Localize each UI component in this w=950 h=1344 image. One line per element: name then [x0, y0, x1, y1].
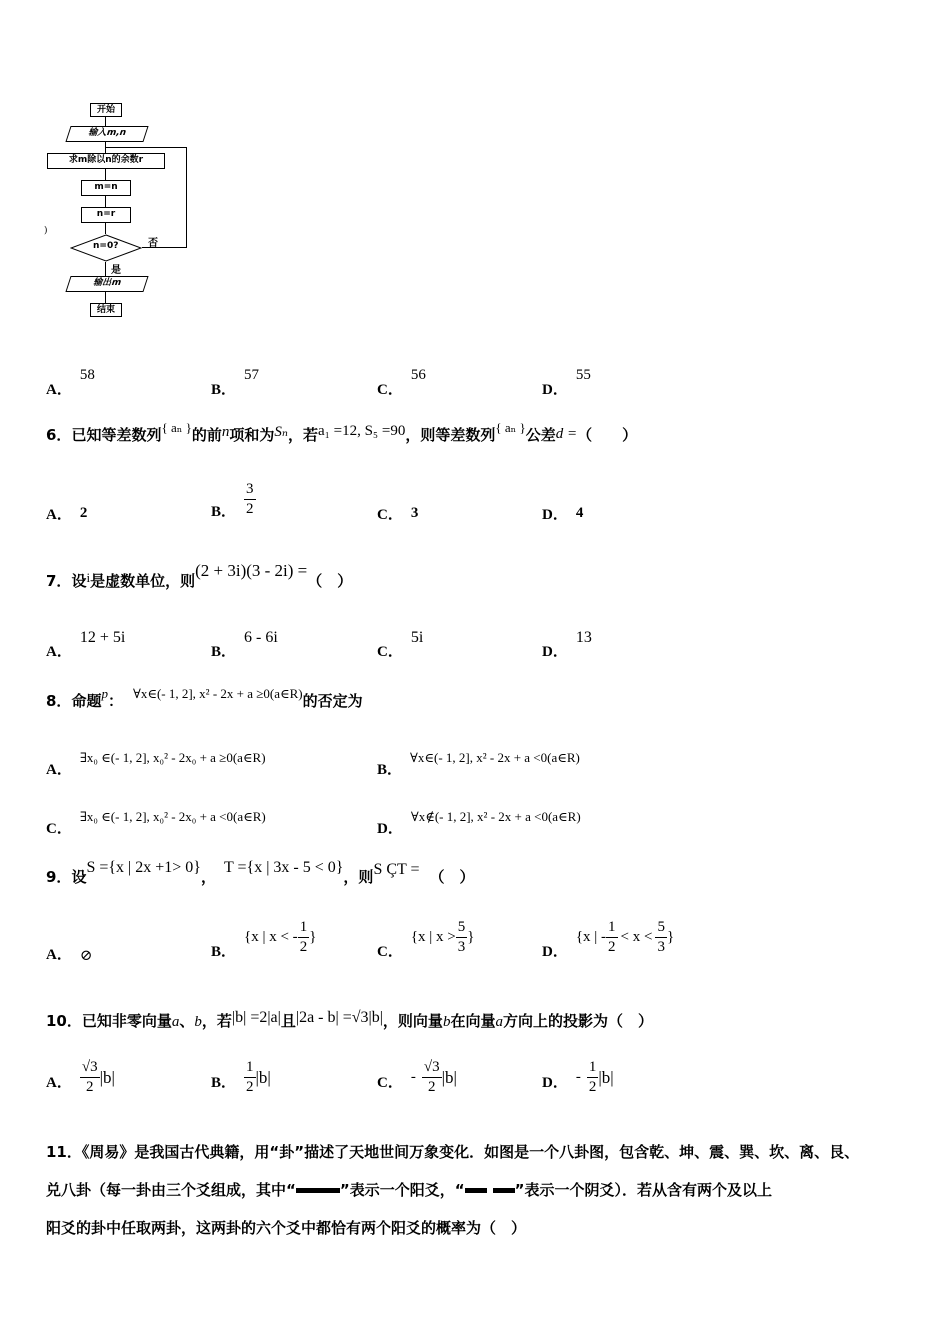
option-value: 5i [410, 628, 424, 646]
q10-vector-a: a [171, 1014, 180, 1030]
q6-text: 公差 [525, 426, 556, 444]
norm-b: |b| [441, 1067, 457, 1087]
q7-text: 设 [71, 572, 87, 590]
fraction: $\frac{1}{2}$ [608, 919, 616, 955]
q5-option-a[interactable] [46, 362, 95, 399]
q8-text: ： [107, 692, 123, 710]
option-value [576, 1060, 614, 1095]
q6-condition: a₁ =12, S₅ =90 [317, 423, 406, 439]
q8-option-b[interactable] [377, 740, 580, 779]
q7-number: 7． [46, 572, 72, 590]
question-11 [46, 1133, 916, 1247]
q9-text: （ ） [429, 868, 475, 886]
q6-text: ，则等差数列 [405, 426, 496, 444]
flowchart-assign-m: m=n [81, 180, 131, 196]
q5-option-d[interactable] [542, 362, 591, 399]
q6-sequence: { aₙ } [161, 420, 192, 435]
option-value [244, 920, 316, 955]
flowchart-no: 否 [148, 238, 158, 249]
q6-option-a[interactable] [46, 503, 95, 524]
margin-mark: ) [44, 226, 48, 236]
option-value: ∀x∉(- 1, 2], x² - 2x + a <0(a∈R) [410, 808, 581, 824]
flowchart-remainder: 求m除以n的余数r [47, 153, 165, 169]
option-letter: D． [542, 644, 568, 660]
set-prefix: {x | - [575, 929, 607, 945]
option-value: 57 [244, 367, 260, 383]
option-letter: A． [46, 644, 72, 660]
q6-option-d[interactable] [542, 503, 591, 524]
q8-option-a[interactable] [46, 740, 266, 779]
q9-text: ， [200, 868, 216, 886]
q5-option-c[interactable] [377, 362, 426, 399]
option-letter: A． [46, 382, 72, 398]
option-value [411, 920, 475, 955]
option-letter: A． [46, 1075, 72, 1091]
q9-number: 9． [46, 868, 72, 886]
option-letter: C． [46, 821, 72, 837]
option-value: 4 [575, 505, 584, 521]
flowchart-input: 输入m,n [65, 126, 148, 142]
q8-option-c[interactable] [46, 799, 266, 838]
set-middle: < x < [620, 929, 653, 945]
q8-number: 8． [46, 692, 72, 710]
q6-text: 已知等差数列 [71, 426, 162, 444]
option-value: ∀x∈(- 1, 2], x² - 2x + a <0(a∈R) [410, 749, 580, 765]
option-letter: B． [211, 944, 237, 960]
q6-option-c[interactable] [377, 503, 426, 524]
fraction: $\frac{1}{2}$ [299, 919, 308, 955]
q10-text: 在向量 [450, 1012, 496, 1030]
q6-text: 项和为 [229, 426, 275, 444]
q9-option-b[interactable] [211, 914, 316, 961]
sign: - [410, 1069, 416, 1085]
option-value: 3 [410, 505, 419, 521]
q6-text: ，若 [287, 426, 318, 444]
option-letter: D． [542, 507, 568, 523]
fraction: $\frac{3}{2}$ [246, 481, 254, 517]
option-value [244, 1060, 271, 1095]
q10-vector-a: a [495, 1014, 503, 1030]
q7-option-a[interactable] [46, 622, 125, 661]
q10-text: 、 [179, 1012, 195, 1030]
norm-b: |b| [99, 1067, 115, 1087]
option-letter: A． [46, 947, 72, 963]
flowchart-decision: n=0? [93, 241, 119, 251]
option-letter: B． [211, 504, 237, 520]
set-suffix: } [666, 929, 675, 945]
empty-set-icon: ⊘ [79, 948, 93, 964]
q6-text: 的前 [191, 426, 222, 444]
q10-number: 10． [46, 1012, 82, 1030]
q10-text: ，若 [201, 1012, 232, 1030]
option-letter: D． [542, 382, 568, 398]
q9-option-d[interactable] [542, 914, 674, 961]
norm-b: |b| [255, 1067, 271, 1087]
option-value: ∃x₀ ∈(- 1, 2], x₀² - 2x₀ + a <0(a∈R) [79, 808, 266, 824]
flowchart-end: 结束 [90, 303, 122, 317]
option-letter: B． [211, 382, 237, 398]
fraction: $\frac{5}{3}$ [457, 919, 466, 955]
option-letter: C． [377, 1075, 403, 1091]
option-letter: B． [211, 1075, 237, 1091]
q9-set-t: T ={x | 3x - 5 < 0} [224, 859, 344, 876]
q10-vector-b: b [442, 1014, 451, 1030]
option-letter: A． [46, 507, 72, 523]
flowchart-start: 开始 [90, 103, 122, 117]
fraction: $\frac{5}{3}$ [657, 919, 665, 955]
option-value [411, 1060, 457, 1095]
q7-i: i [86, 570, 91, 585]
q5-option-b[interactable] [211, 362, 259, 399]
option-letter: B． [211, 644, 237, 660]
option-value [80, 1060, 115, 1095]
option-letter: D． [542, 944, 568, 960]
q7-text: （ ） [307, 572, 353, 590]
yin-line-icon-right [493, 1188, 515, 1193]
option-value [576, 920, 674, 955]
option-letter: D． [377, 821, 403, 837]
q10-text: 且 [280, 1012, 296, 1030]
q10-vector-b: b [194, 1014, 202, 1030]
option-letter: C． [377, 382, 403, 398]
q7-expression: (2 + 3i)(3 - 2i) = [195, 561, 308, 580]
option-value: 55 [575, 367, 591, 383]
q6-sn: Sₙ [274, 424, 288, 440]
q10-text: ，则向量 [382, 1012, 443, 1030]
q7-text: 是虚数单位，则 [90, 572, 196, 590]
q7-option-c[interactable] [377, 622, 423, 661]
option-letter: A． [46, 762, 72, 778]
q9-option-c[interactable] [377, 914, 474, 961]
q10-condition-1: |b| =2|a| [231, 1009, 281, 1026]
option-letter: C． [377, 644, 403, 660]
option-letter: D． [542, 1075, 568, 1091]
fraction: $\frac{1}{2}$ [588, 1059, 597, 1095]
yin-line-icon-left [465, 1188, 487, 1193]
q8-text: 的否定为 [302, 692, 363, 710]
q7-option-b[interactable] [211, 622, 278, 661]
q11-line-2: 兑八卦（每一卦由三个爻组成，其中“ ”表示一个阳爻，“ ”表示一个阴爻）．若从含有两个及以上 [46, 1181, 772, 1199]
question-10 [46, 1010, 653, 1031]
q6-text: （ ） [577, 426, 638, 444]
norm-b: |b| [598, 1067, 614, 1087]
q9-intersection: S ÇT = [373, 861, 420, 878]
q8-option-d[interactable] [377, 799, 581, 838]
question-8 [46, 686, 363, 711]
set-suffix: } [309, 929, 317, 945]
option-value: 2 [79, 505, 88, 521]
option-value: 6 - 6i [244, 628, 278, 646]
fraction: $\frac{1}{2}$ [246, 1059, 254, 1095]
q7-option-d[interactable] [542, 622, 592, 661]
flowchart-assign-n: n=r [81, 207, 131, 223]
q9-text: ，则 [343, 868, 374, 886]
sign: - [575, 1069, 581, 1085]
q6-number: 6． [46, 426, 72, 444]
fraction: $\frac{√3}{2}$ [423, 1059, 440, 1095]
q10-text: 已知非零向量 [81, 1012, 172, 1030]
yang-line-icon [296, 1188, 340, 1193]
flowchart-output: 输出m [65, 276, 148, 292]
q11-line-3: 阳爻的卦中任取两卦，这两卦的六个爻中都恰有两个阳爻的概率为（ ） [46, 1219, 527, 1237]
fraction: $\frac{√3}{2}$ [81, 1059, 98, 1095]
set-prefix: {x | x < - [244, 929, 298, 945]
q9-option-a[interactable] [46, 942, 92, 965]
q10-option-d[interactable] [542, 1060, 614, 1095]
option-value: 13 [575, 628, 592, 646]
q10-option-a[interactable] [46, 1060, 115, 1095]
question-9 [46, 859, 475, 887]
q9-text: 设 [71, 868, 87, 886]
q8-text: 命题 [71, 692, 102, 710]
question-7 [46, 561, 353, 591]
q10-option-b[interactable] [211, 1060, 271, 1095]
q6-sequence: { aₙ } [495, 420, 526, 435]
q9-set-s: S ={x | 2x +1> 0} [86, 859, 201, 876]
q10-option-c[interactable] [377, 1060, 457, 1095]
option-value: 12 + 5i [79, 628, 126, 646]
q6-option-b[interactable] [211, 478, 256, 521]
q8-expression: ∀x∈(- 1, 2], x² - 2x + a ≥0(a∈R) [132, 686, 303, 701]
flowchart-yes: 是 [111, 265, 121, 276]
q10-condition-2: |2a - b| =√3|b| [295, 1009, 383, 1026]
option-value: 58 [79, 367, 95, 383]
option-value: ∃x₀ ∈(- 1, 2], x₀² - 2x₀ + a ≥0(a∈R) [79, 749, 266, 765]
option-letter: C． [377, 944, 403, 960]
option-letter: C． [377, 507, 403, 523]
option-value: 56 [410, 367, 426, 383]
question-6 [46, 420, 638, 445]
q10-text: 方向上的投影为（ ） [502, 1012, 653, 1030]
set-suffix: } [467, 929, 475, 945]
q6-d: d = [555, 426, 578, 442]
q11-line-1: 11．《周易》是我国古代典籍，用“卦”描述了天地世间万象变化．如图是一个八卦图，包含乾、坤、震、巽、坎、离、艮、 [46, 1143, 860, 1161]
option-letter: B． [377, 762, 403, 778]
q8-p: p [101, 686, 108, 701]
q6-n: n [221, 424, 230, 440]
set-prefix: {x | x > [410, 929, 456, 945]
